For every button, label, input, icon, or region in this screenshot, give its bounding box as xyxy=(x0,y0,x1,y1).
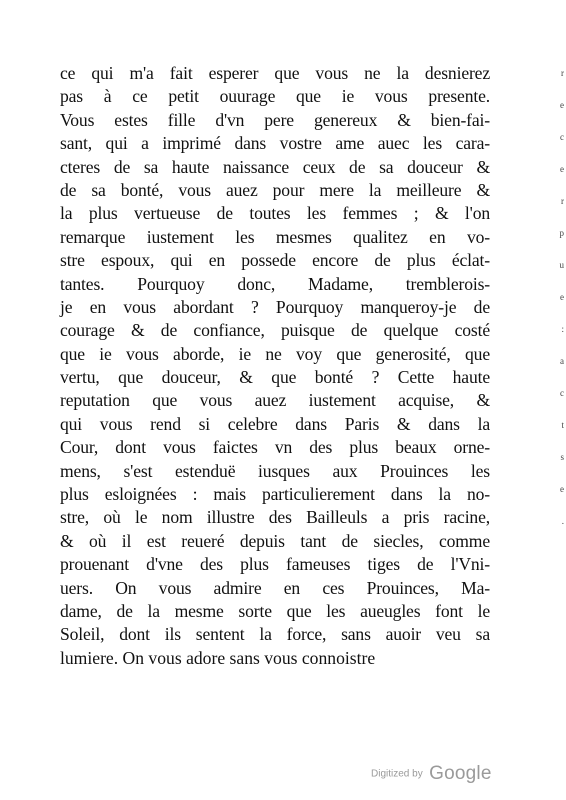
text-line: Soleil, dont ils sentent la force, sans auoir veu sa xyxy=(60,624,490,645)
text-line: courage & de confiance, puisque de quelque costé xyxy=(60,320,490,341)
text-line: ce qui m'a fait esperer que vous ne la desnierez xyxy=(60,63,490,83)
facing-page-bleed: r e c e r p u e : a c t s e . xyxy=(559,68,564,526)
text-line: qui vous rend si celebre dans Paris & dans la xyxy=(60,413,490,434)
text-line: dame, de la mesme sorte que les aueugles font le xyxy=(60,600,490,621)
body-text xyxy=(60,62,490,670)
text-line: lumiere. On vous adore sans vous connoistre xyxy=(60,647,376,668)
text-line: uers. On vous admire en ces Prouinces, Ma- xyxy=(60,577,490,598)
text-line: stre, où le nom illustre des Bailleuls a pris racine, xyxy=(60,507,490,528)
text-line: je en vous abordant ? Pourquoy manqueroy-je de xyxy=(60,296,490,317)
text-line: sant, qui a imprimé dans vostre ame auec les cara- xyxy=(60,133,490,154)
digitized-by-watermark xyxy=(371,763,492,785)
text-line: stre espoux, qui en possede encore de plus éclat- xyxy=(60,250,490,271)
digitized-by-label: Digitized by xyxy=(371,768,423,780)
text-line: que ie vous aborde, ie ne voy que generosité, que xyxy=(60,343,490,364)
text-line: la plus vertueuse de toutes les femmes ; & l'on xyxy=(60,203,490,224)
text-line: & où il est reueré depuis tant de siecles, comme xyxy=(60,530,490,551)
google-logo: Google xyxy=(429,763,492,784)
text-line: plus esloignées : mais particulierement dans la no- xyxy=(60,484,490,505)
text-line: Cour, dont vous faictes vn des plus beaux orne- xyxy=(60,437,490,458)
text-line: remarque iustement les mesmes qualitez en vo- xyxy=(60,226,490,247)
text-line: cteres de sa haute naissance ceux de sa douceur & xyxy=(60,156,490,177)
text-line: reputation que vous auez iustement acquise, & xyxy=(60,390,490,411)
text-line: tantes. Pourquoy donc, Madame, tremblerois- xyxy=(60,273,490,294)
text-line: prouenant d'vne des plus fameuses tiges de l'Vni- xyxy=(60,554,490,575)
text-line: Vous estes fille d'vn pere genereux & bien-fai- xyxy=(60,109,490,130)
text-line: mens, s'est estenduë iusques aux Prouinces les xyxy=(60,460,490,481)
text-line: de sa bonté, vous auez pour mere la meilleure & xyxy=(60,179,490,200)
text-line: pas à ce petit ouurage que ie vous presente. xyxy=(60,86,490,107)
text-line: vertu, que douceur, & que bonté ? Cette haute xyxy=(60,367,490,388)
